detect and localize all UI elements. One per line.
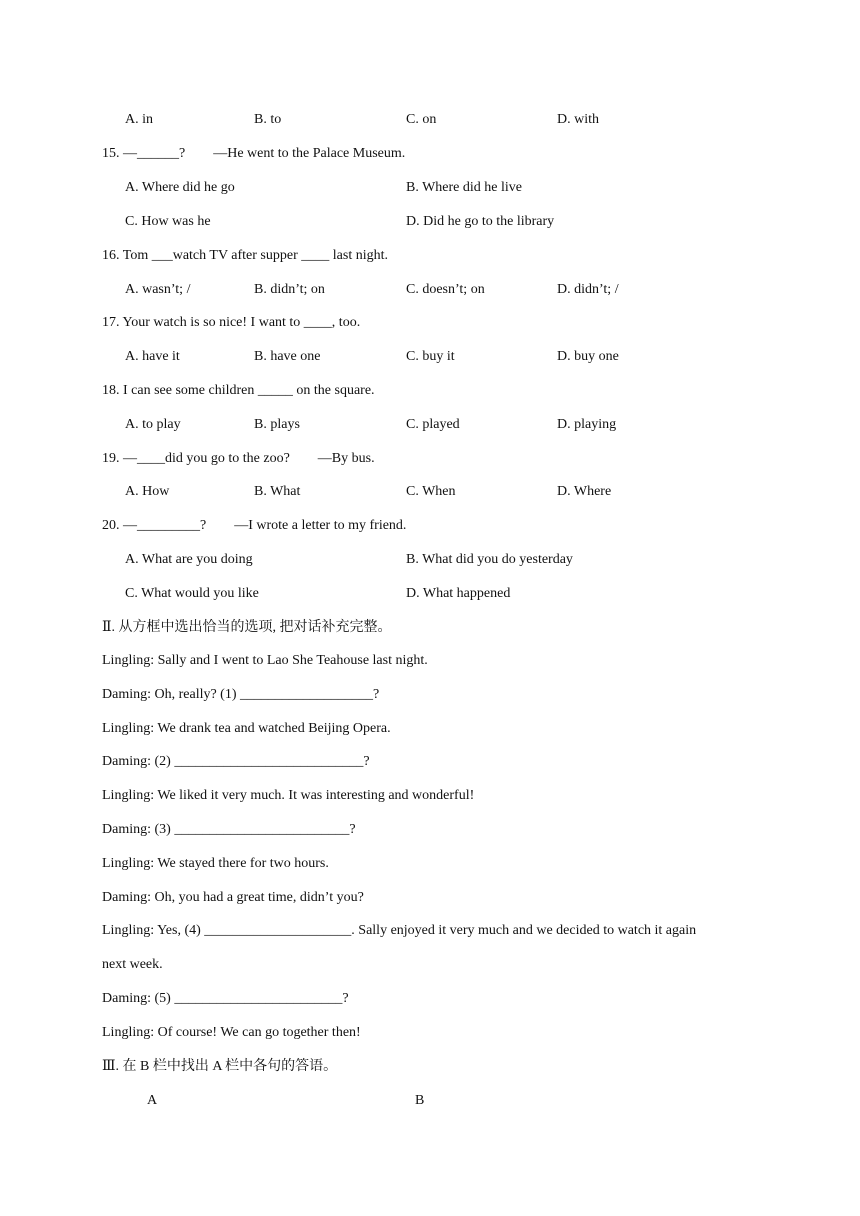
q18-option-c: C. played (406, 417, 460, 432)
q20-option-c: C. What would you like (125, 586, 259, 601)
dialogue-line: Daming: Oh, really? (1) ___________________? (102, 687, 380, 702)
q20-stem: 20. —_________? —I wrote a letter to my friend. (102, 518, 407, 533)
q18-stem: 18. I can see some children _____ on the square. (102, 383, 375, 398)
dialogue-line: Lingling: We stayed there for two hours. (102, 856, 329, 871)
dialogue-line: Daming: (2) ___________________________? (102, 754, 370, 769)
dialogue-line: Lingling: We drank tea and watched Beijing Opera. (102, 721, 391, 736)
q17-option-d: D. buy one (557, 349, 619, 364)
q19-option-c: C. When (406, 484, 456, 499)
dialogue-line: Lingling: We liked it very much. It was interesting and wonderful! (102, 788, 475, 803)
q19-option-d: D. Where (557, 484, 612, 499)
column-a-label: A (147, 1093, 158, 1108)
column-b-label: B (415, 1093, 425, 1108)
dialogue-line: Lingling: Sally and I went to Lao She Teahouse last night. (102, 653, 428, 668)
dialogue-line: next week. (102, 957, 163, 972)
dialogue-line: Daming: Oh, you had a great time, didn’t you? (102, 890, 364, 905)
section3-heading: Ⅲ. 在 B 栏中找出 A 栏中各句的答语。 (102, 1059, 338, 1074)
q16-option-d: D. didn’t; / (557, 282, 619, 297)
q15-option-a: A. Where did he go (125, 180, 235, 195)
q18-option-d: D. playing (557, 417, 617, 432)
q14-option-c: C. on (406, 112, 437, 127)
q20-option-d: D. What happened (406, 586, 511, 601)
q16-option-b: B. didn’t; on (254, 282, 325, 297)
q18-option-a: A. to play (125, 417, 181, 432)
q14-option-a: A. in (125, 112, 153, 127)
q15-option-c: C. How was he (125, 214, 211, 229)
q16-stem: 16. Tom ___watch TV after supper ____ last night. (102, 248, 388, 263)
q15-stem: 15. —______? —He went to the Palace Museum. (102, 146, 406, 161)
q17-option-a: A. have it (125, 349, 180, 364)
q16-option-a: A. wasn’t; / (125, 282, 191, 297)
q14-option-b: B. to (254, 112, 282, 127)
dialogue-line: Daming: (5) ________________________? (102, 991, 349, 1006)
q19-option-b: B. What (254, 484, 301, 499)
q15-option-b: B. Where did he live (406, 180, 522, 195)
dialogue-line: Lingling: Yes, (4) _____________________. Sally enjoyed it very much and we decided to watch it again (102, 923, 697, 938)
section2-heading: Ⅱ. 从方框中选出恰当的选项, 把对话补充完整。 (102, 620, 392, 635)
q17-option-b: B. have one (254, 349, 321, 364)
q14-option-d: D. with (557, 112, 599, 127)
q19-stem: 19. —____did you go to the zoo? —By bus. (102, 451, 375, 466)
q17-option-c: C. buy it (406, 349, 455, 364)
dialogue-line: Daming: (3) _________________________? (102, 822, 356, 837)
q20-option-b: B. What did you do yesterday (406, 552, 573, 567)
q15-option-d: D. Did he go to the library (406, 214, 555, 229)
q17-stem: 17. Your watch is so nice! I want to ____, too. (102, 315, 361, 330)
q16-option-c: C. doesn’t; on (406, 282, 485, 297)
dialogue-line: Lingling: Of course! We can go together then! (102, 1025, 361, 1040)
q20-option-a: A. What are you doing (125, 552, 253, 567)
q19-option-a: A. How (125, 484, 170, 499)
q18-option-b: B. plays (254, 417, 300, 432)
